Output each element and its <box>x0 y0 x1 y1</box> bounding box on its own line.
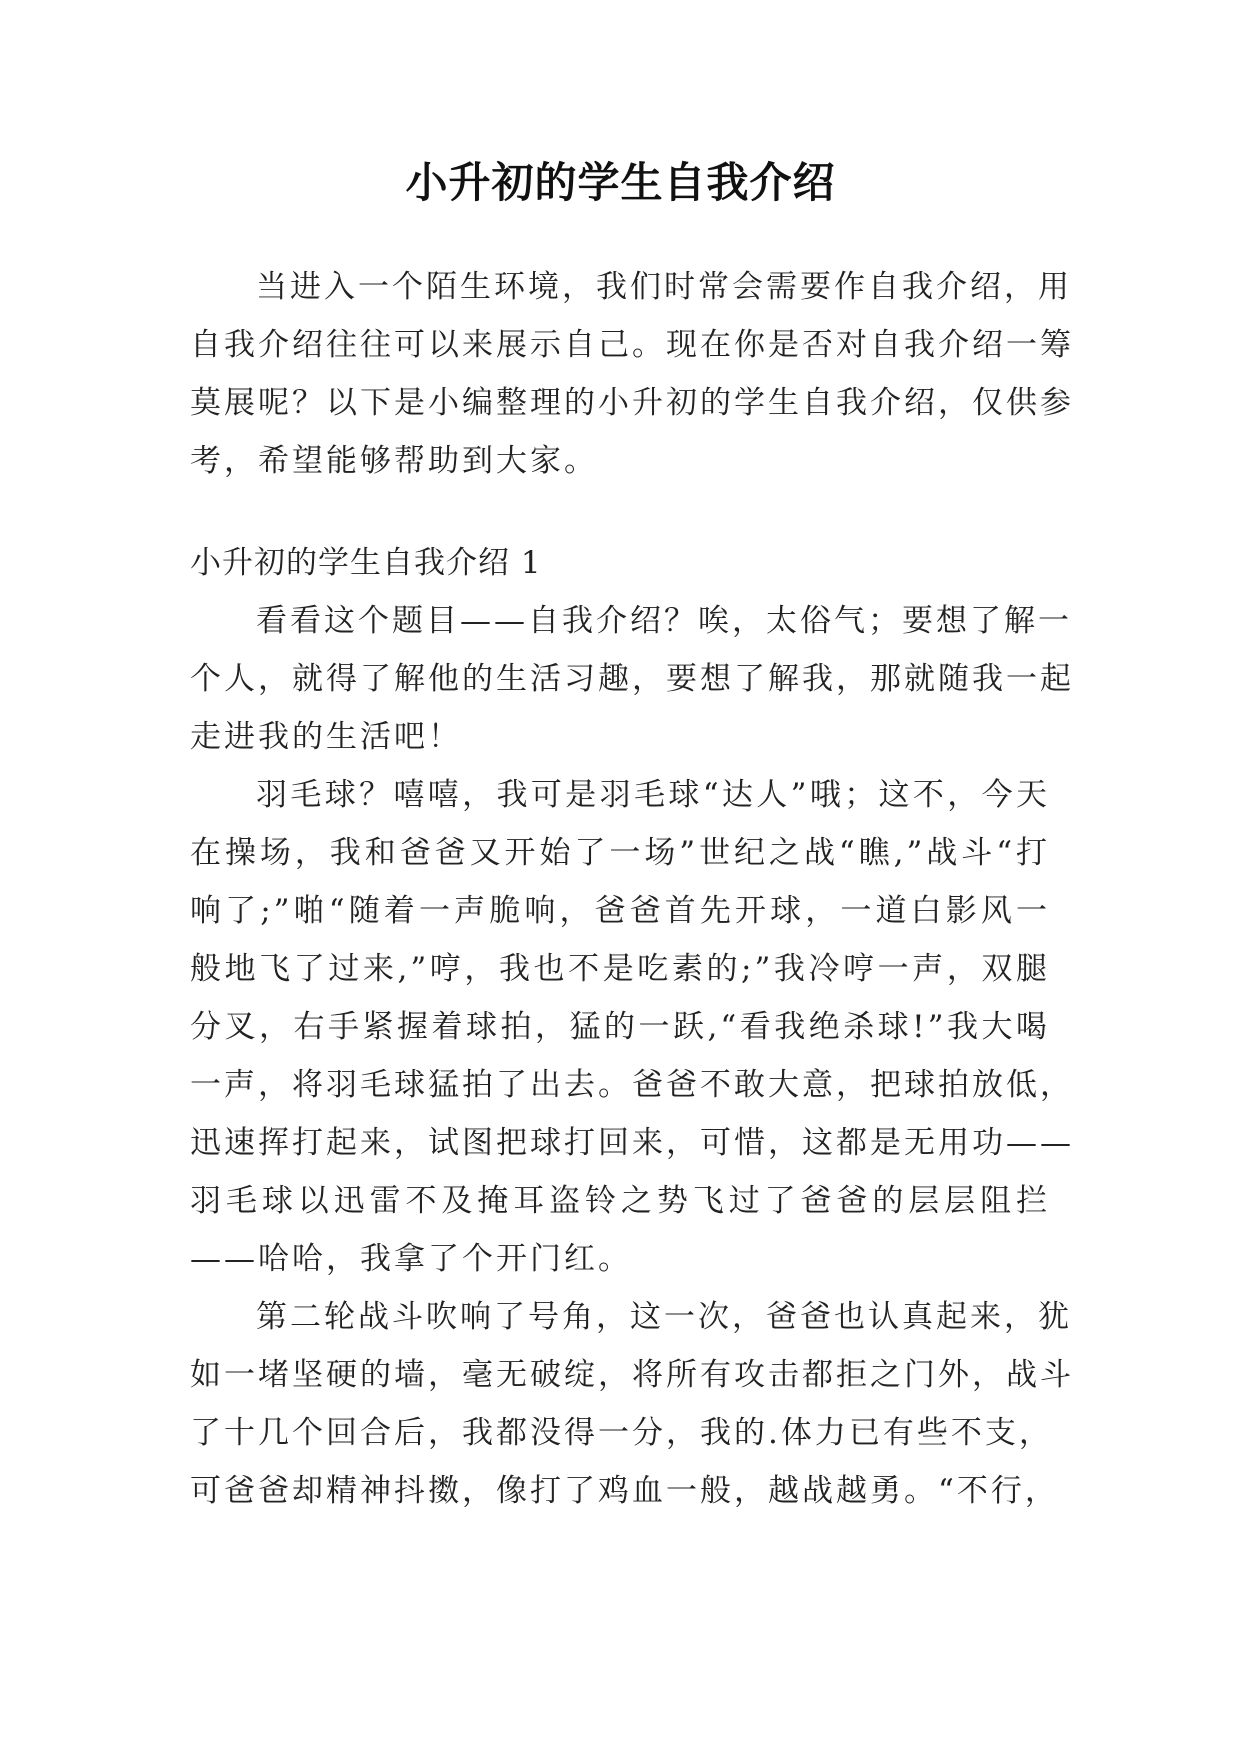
intro-paragraph <box>190 258 1074 490</box>
section-1 <box>190 534 1074 1520</box>
text-line: 可爸爸却精神抖擞，像打了鸡血一般，越战越勇。“不行， <box>190 1473 1059 1509</box>
text-line: 走进我的生活吧！ <box>190 719 462 755</box>
text-line: 般地飞了过来,”哼，我也不是吃素的;”我冷哼一声，双腿 <box>190 951 1050 987</box>
text-line: 羽毛球？嘻嘻，我可是羽毛球“达人”哦；这不，今天 <box>256 777 1050 813</box>
section-heading: 小升初的学生自我介绍 1 <box>190 545 542 581</box>
text-line: 当进入一个陌生环境，我们时常会需要作自我介绍，用 <box>256 269 1072 305</box>
text-line: 在操场，我和爸爸又开始了一场”世纪之战“瞧,”战斗“打 <box>190 835 1050 871</box>
text-line: 了十几个回合后，我都没得一分，我的.体力已有些不支， <box>190 1415 1053 1451</box>
text-line: 分叉，右手紧握着球拍，猛的一跃,“看我绝杀球!”我大喝 <box>190 1009 1050 1045</box>
text-line: 一声，将羽毛球猛拍了出去。爸爸不敢大意，把球拍放低， <box>190 1067 1074 1103</box>
text-line: 个人，就得了解他的生活习趣，要想了解我，那就随我一起 <box>190 661 1074 697</box>
text-line: 考，希望能够帮助到大家。 <box>190 443 598 479</box>
document-title: 小升初的学生自我介绍 <box>405 158 836 207</box>
text-line: ——哈哈，我拿了个开门红。 <box>190 1241 632 1277</box>
text-line: 看看这个题目——自我介绍？唉，太俗气；要想了解一 <box>256 603 1072 639</box>
text-line: 莫展呢？以下是小编整理的小升初的学生自我介绍，仅供参 <box>190 385 1074 421</box>
text-line: 自我介绍往往可以来展示自己。现在你是否对自我介绍一筹 <box>190 327 1074 363</box>
text-line: 第二轮战斗吹响了号角，这一次，爸爸也认真起来，犹 <box>256 1299 1072 1335</box>
text-line: 羽毛球以迅雷不及掩耳盗铃之势飞过了爸爸的层层阻拦 <box>190 1183 1050 1219</box>
text-line: 响了;”啪“随着一声脆响，爸爸首先开球，一道白影风一 <box>190 893 1050 929</box>
text-line: 迅速挥打起来，试图把球打回来，可惜，这都是无用功—— <box>190 1125 1074 1161</box>
text-line: 如一堵坚硬的墙，毫无破绽，将所有攻击都拒之门外，战斗 <box>190 1357 1074 1393</box>
